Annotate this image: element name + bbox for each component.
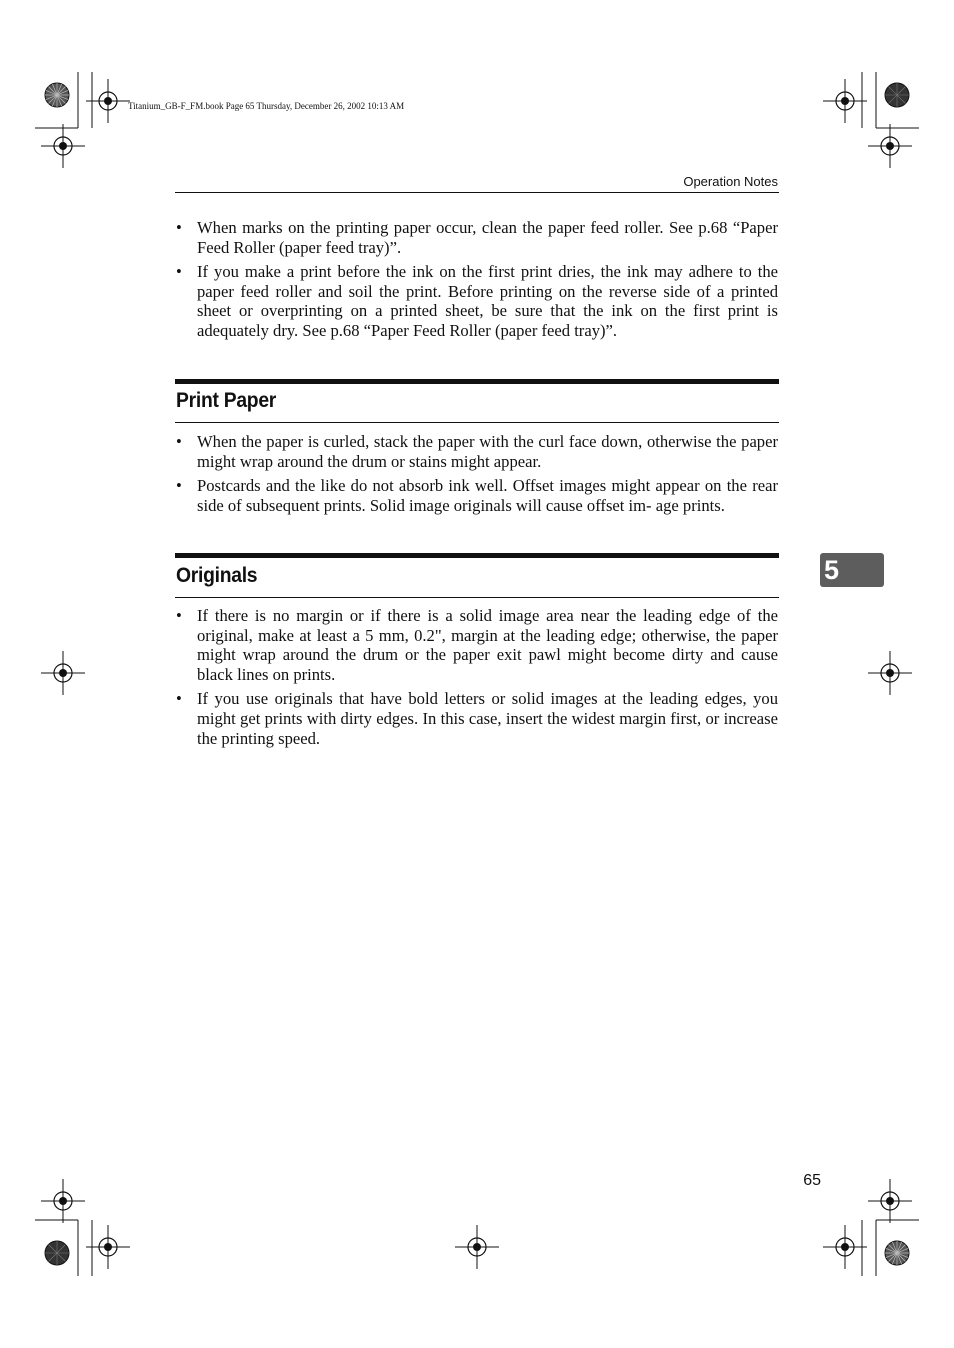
list-item-text: If you use originals that have bold letters or solid images at the leading edges, you might get prints with dirty edges. In this case, insert the widest margin first, or increase the printing speed.	[197, 689, 778, 748]
print-slug: Titanium_GB-F_FM.book Page 65 Thursday, December 26, 2002 10:13 AM	[128, 101, 405, 111]
list-item-text: Postcards and the like do not absorb ink well. Offset images might appear on the rear side of subsequent prints. Solid image originals will cause offset im- age prints.	[197, 476, 778, 515]
originals-bullet-list	[176, 606, 778, 753]
list-item	[176, 262, 778, 340]
bullet-glyph: •	[176, 262, 182, 282]
section-heading-originals: Originals	[176, 564, 258, 587]
bullet-glyph: •	[176, 606, 182, 625]
section-top-rule	[175, 379, 779, 384]
running-header: Operation Notes	[683, 174, 778, 189]
bullet-glyph: •	[176, 689, 182, 709]
bullet-glyph: •	[176, 432, 182, 451]
section-bottom-rule	[175, 422, 779, 423]
list-item-text: When marks on the printing paper occur, clean the paper feed roller. See p.68 “Paper Feed Roller (paper feed tray)”.	[197, 218, 778, 257]
list-item	[176, 432, 778, 471]
list-item-text: When the paper is curled, stack the paper with the curl face down, otherwise the paper might wrap around the drum or stains might appear.	[197, 432, 778, 471]
header-rule	[175, 192, 779, 193]
bullet-glyph: •	[176, 476, 182, 496]
list-item	[176, 689, 778, 748]
chapter-tab	[820, 553, 884, 587]
section-top-rule	[175, 553, 779, 558]
list-item	[176, 476, 778, 515]
section-bottom-rule	[175, 597, 779, 598]
list-item-text: If you make a print before the ink on the first print dries, the ink may adhere to the paper feed roller and soil the print. Before printing on the reverse side of a printed sheet or overprinting on a printed sheet, be sure that the ink on the first print is adequately dry. See p.68 “Paper Feed Roller (paper feed tray)”.	[197, 262, 778, 340]
list-item	[176, 218, 778, 257]
chapter-number: 5	[824, 555, 840, 585]
print-paper-bullet-list	[176, 432, 778, 520]
section-heading-print-paper: Print Paper	[176, 389, 277, 412]
page-number: 65	[803, 1172, 821, 1189]
bullet-glyph: •	[176, 218, 182, 237]
list-item-text: If there is no margin or if there is a solid image area near the leading edge of the original, make at least a 5 mm, 0.2", margin at the leading edge; otherwise, the paper might wrap around the drum or the paper exit pawl might become dirty and cause black lines on prints.	[197, 606, 778, 684]
intro-bullet-list	[176, 218, 778, 346]
list-item	[176, 606, 778, 684]
